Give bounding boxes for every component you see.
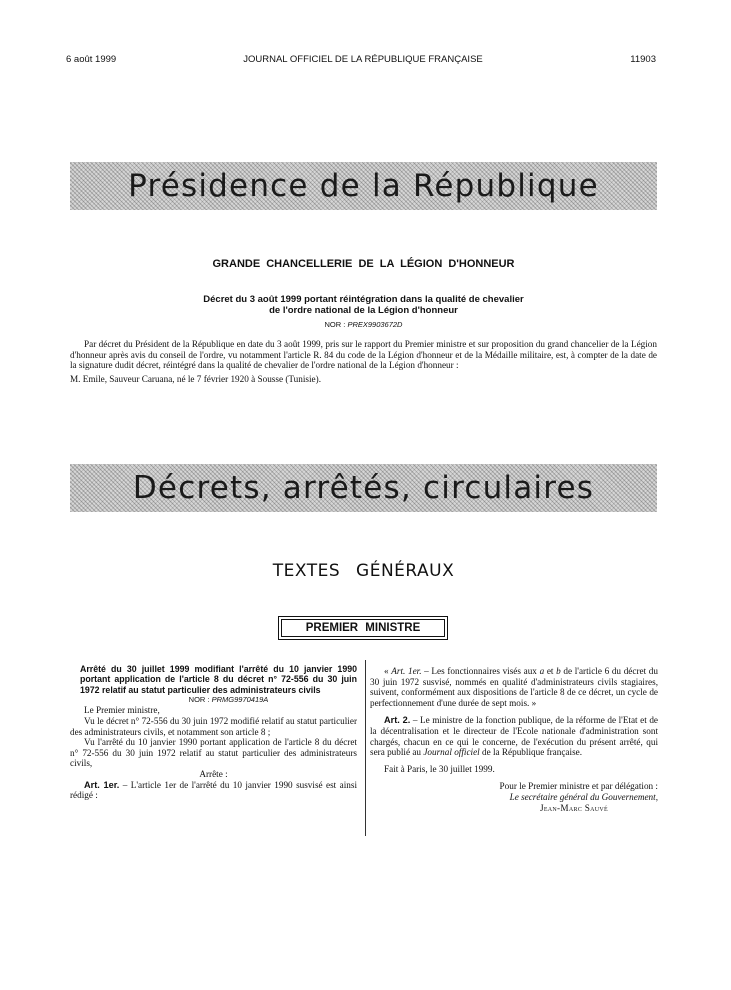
fait-a-paris: Fait à Paris, le 30 juillet 1999.	[384, 763, 495, 774]
banner-decrets-text: Décrets, arrêtés, circulaires	[132, 470, 595, 506]
signature-name: Jean-Marc Sauvé	[539, 802, 608, 813]
decree-paragraph: Par décret du Président de la République en date du 3 août 1999, pris sur le rapport du Premier ministre et sur proposition du grand chancelier de la Légion d'honneur après avis du conseil de l'ordre, vu notamment l'article R. 84 du code de la Légion d'honneur et de la Médaille militaire, est, à compter de la date de la signature dudit décret, réintégré dans la qualité de chevalier de l'ordre national de la Légion d'honneur :	[70, 339, 657, 371]
journal-officiel-ref: Journal officiel	[423, 747, 480, 758]
arrete-nor	[70, 695, 357, 706]
decree-title-line-2: de l'ordre national de la Légion d'honneur	[269, 305, 458, 316]
section-heading: GRANDE CHANCELLERIE DE LA LÉGION D'HONNEUR	[212, 258, 515, 270]
arrete-title: Arrêté du 30 juillet 1999 modifiant l'arrêté du 10 janvier 1990 portant application de l'article 8 du décret n° 72-556 du 30 juin 1972 relatif au statut particulier des administrateurs civils	[80, 664, 357, 695]
article-2-label: Art. 2.	[384, 715, 411, 726]
quoted-letter-b: b	[556, 666, 561, 676]
signature-delegation: Pour le Premier ministre et par délégation :	[499, 781, 658, 792]
running-head	[66, 54, 660, 68]
textes-generaux-heading: TEXTES GÉNÉRAUX	[272, 561, 455, 581]
article-2	[370, 715, 658, 757]
article-1-label: Art. 1er.	[84, 779, 120, 790]
quoted-article	[370, 666, 658, 708]
decree-nor-label: NOR :	[324, 320, 346, 329]
decree-title-line-1: Décret du 3 août 1999 portant réintégration dans la qualité de chevalier	[203, 294, 524, 305]
arrete-right-column	[370, 666, 658, 813]
signature-block	[370, 781, 658, 813]
arrete-nor-label: NOR :	[188, 694, 210, 704]
quoted-letter-a: a	[539, 666, 545, 676]
decree-nor-code: PREX9903672D	[347, 320, 403, 329]
quoted-text-3: de l'article 6 du décret du 30 juin 1972 susvisé, nommés en qualité d'administrateurs civils stagiaires, suivent, conformément aux dispositions de l'article 8 de ce décret, un cycle de perfectionnement d'une durée de sept mois. »	[370, 666, 658, 708]
banner-presidence-text: Présidence de la République	[128, 168, 599, 204]
arrete-visa-2: Vu l'arrêté du 10 janvier 1990 portant application de l'article 8 du décret n° 72-556 du 30 juin 1972 relatif au statut particulier des administrateurs civils,	[70, 737, 357, 769]
article-1	[70, 780, 357, 801]
article-2-text-1: – Le ministre de la fonction publique, de la réforme de l'Etat et de la décentralisation et le directeur de l'Ecole nationale d'administration sont chargés, chacun en ce qui le concerne, de l'exécution du présent arrêté, qui sera publié au	[370, 715, 658, 758]
quote-open: «	[384, 666, 392, 676]
arrete-visa-1: Vu le décret n° 72-556 du 30 juin 1972 modifié relatif au statut particulier des administrateurs civils, et notamment son article 8 ;	[70, 716, 357, 737]
column-divider	[365, 660, 366, 836]
quoted-article-label: Art. 1er.	[391, 666, 422, 676]
quoted-text-2: et	[544, 666, 557, 676]
article-2-text-2: de la République française.	[479, 747, 583, 758]
ministry-box	[278, 616, 448, 640]
journal-name: JOURNAL OFFICIEL DE LA RÉPUBLIQUE FRANÇAISE	[243, 54, 483, 65]
arrete-word: Arrête :	[199, 769, 228, 780]
decree-nominee: M. Emile, Sauveur Caruana, né le 7 février 1920 à Sousse (Tunisie).	[70, 373, 321, 384]
banner-presidence	[70, 162, 657, 210]
ministry-box-label: PREMIER MINISTRE	[305, 622, 421, 634]
arrete-nor-code: PRMG9970419A	[211, 694, 269, 704]
page-number: 11903	[630, 54, 656, 65]
article-1-text: – L'article 1er de l'arrêté du 10 janvier 1990 susvisé est ainsi rédigé :	[70, 779, 357, 801]
banner-decrets	[70, 464, 657, 512]
issue-date: 6 août 1999	[66, 54, 117, 65]
signature-role: Le secrétaire général du Gouvernement,	[509, 791, 658, 802]
decree-title	[70, 294, 657, 316]
arrete-left-column	[70, 664, 357, 801]
quoted-text-1: – Les fonctionnaires visés aux	[421, 666, 540, 676]
decree-nor	[70, 320, 657, 329]
decree-body	[70, 339, 657, 384]
arrete-intro: Le Premier ministre,	[84, 705, 160, 716]
